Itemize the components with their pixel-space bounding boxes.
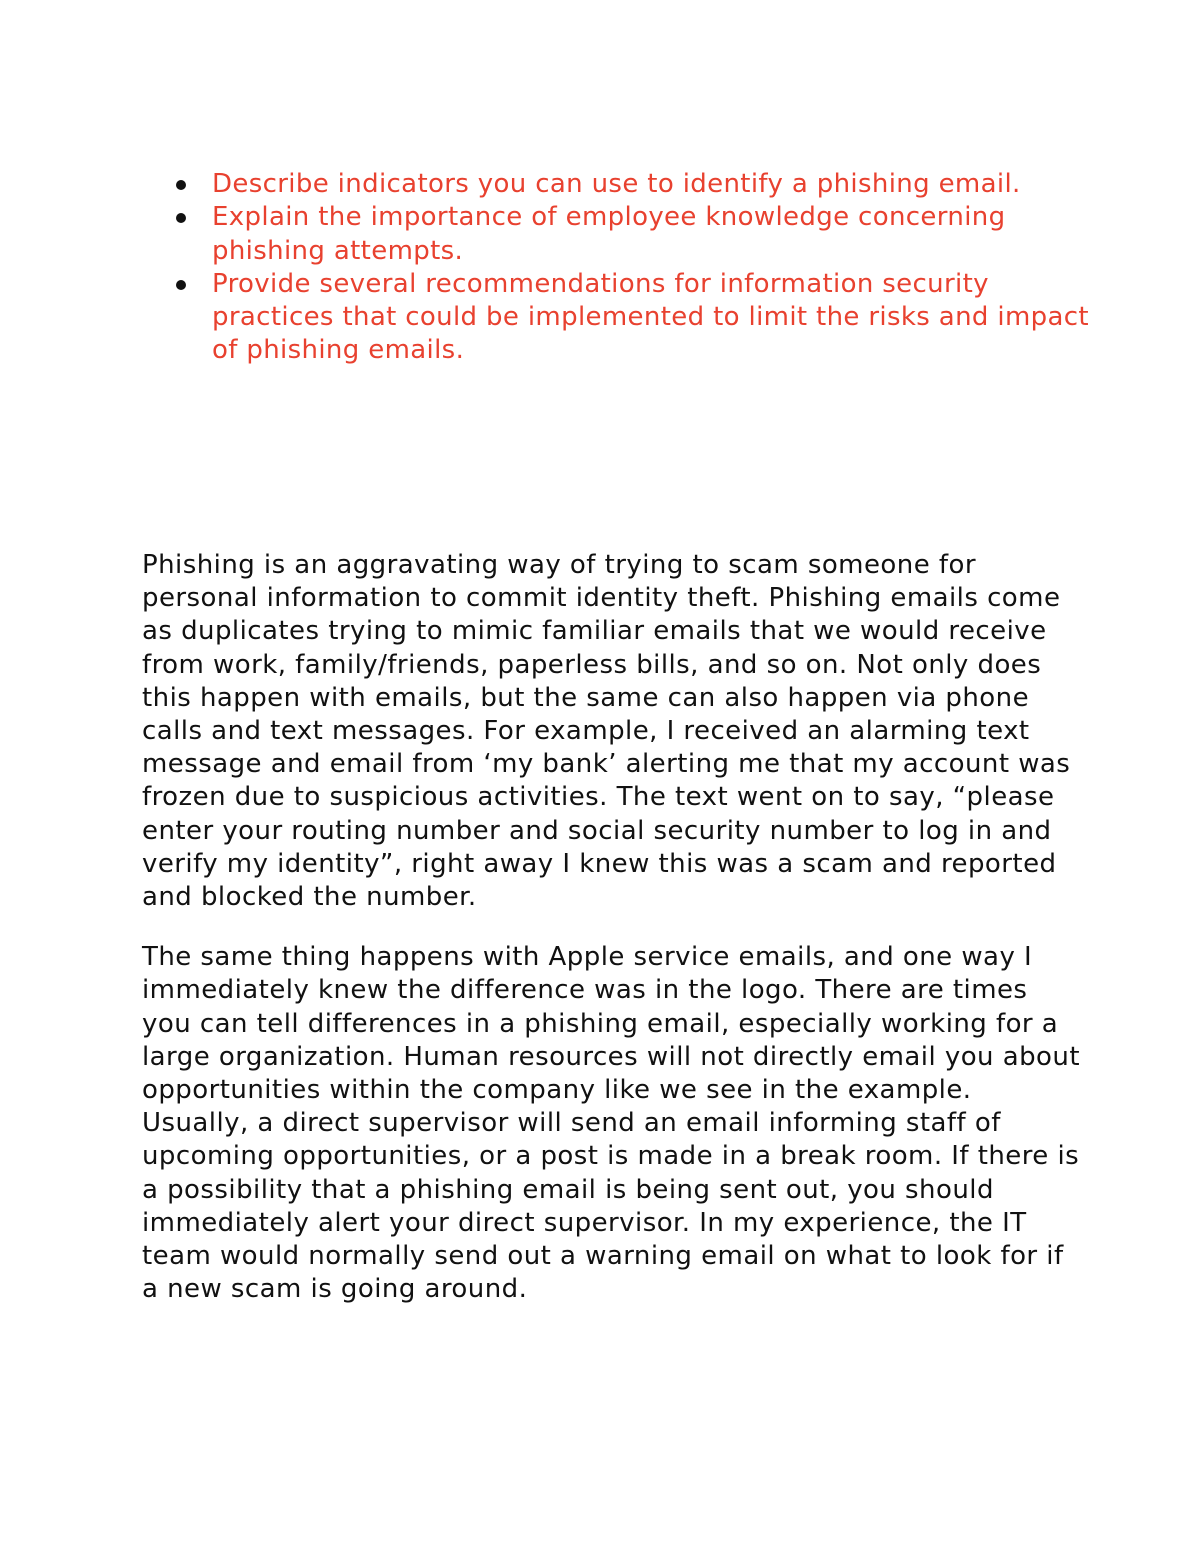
bullet-icon	[176, 280, 186, 290]
prompt-text: Explain the importance of employee knowledge concerning phishing attempts.	[212, 202, 1006, 266]
bullet-icon	[176, 213, 186, 223]
essay-paragraph: The same thing happens with Apple service emails, and one way I immediately knew the difference was in the logo. There are times you can tell differences in a phishing email, especially working for a large organization. Human resources will not directly email you about opportunities within the company like we see in the example. Usually, a direct supervisor will send an email informing staff of upcoming opportunities, or a post is made in a break room. If there is a possibility that a phishing email is being sent out, you should immediately alert your direct supervisor. In my experience, the IT team would normally send out a warning email on what to look for if a new scam is going around.	[142, 942, 1080, 1305]
assignment-prompt-list	[212, 168, 1092, 368]
prompt-text: Describe indicators you can use to identify a phishing email.	[212, 169, 1021, 199]
bullet-icon	[176, 180, 186, 190]
prompt-text: Provide several recommendations for information security practices that could be implemented to limit the risks and impact of phishing emails.	[212, 268, 1089, 366]
prompt-item-indicators	[212, 168, 1092, 201]
prompt-item-recommendations	[212, 268, 1092, 368]
essay-paragraph: Phishing is an aggravating way of trying to scam someone for personal information to commit identity theft. Phishing emails come as duplicates trying to mimic familiar emails that we would receive from work, family/friends, paperless bills, and so on. Not only does this happen with emails, but the same can also happen via phone calls and text messages. For example, I received an alarming text message and email from ‘my bank’ alerting me that my account was frozen due to suspicious activities. The text went on to say, “please enter your routing number and social security number to log in and verify my identity”, right away I knew this was a scam and reported and blocked the number.	[142, 550, 1071, 913]
prompt-item-employee-knowledge	[212, 201, 1092, 268]
essay-body	[142, 549, 1082, 1306]
